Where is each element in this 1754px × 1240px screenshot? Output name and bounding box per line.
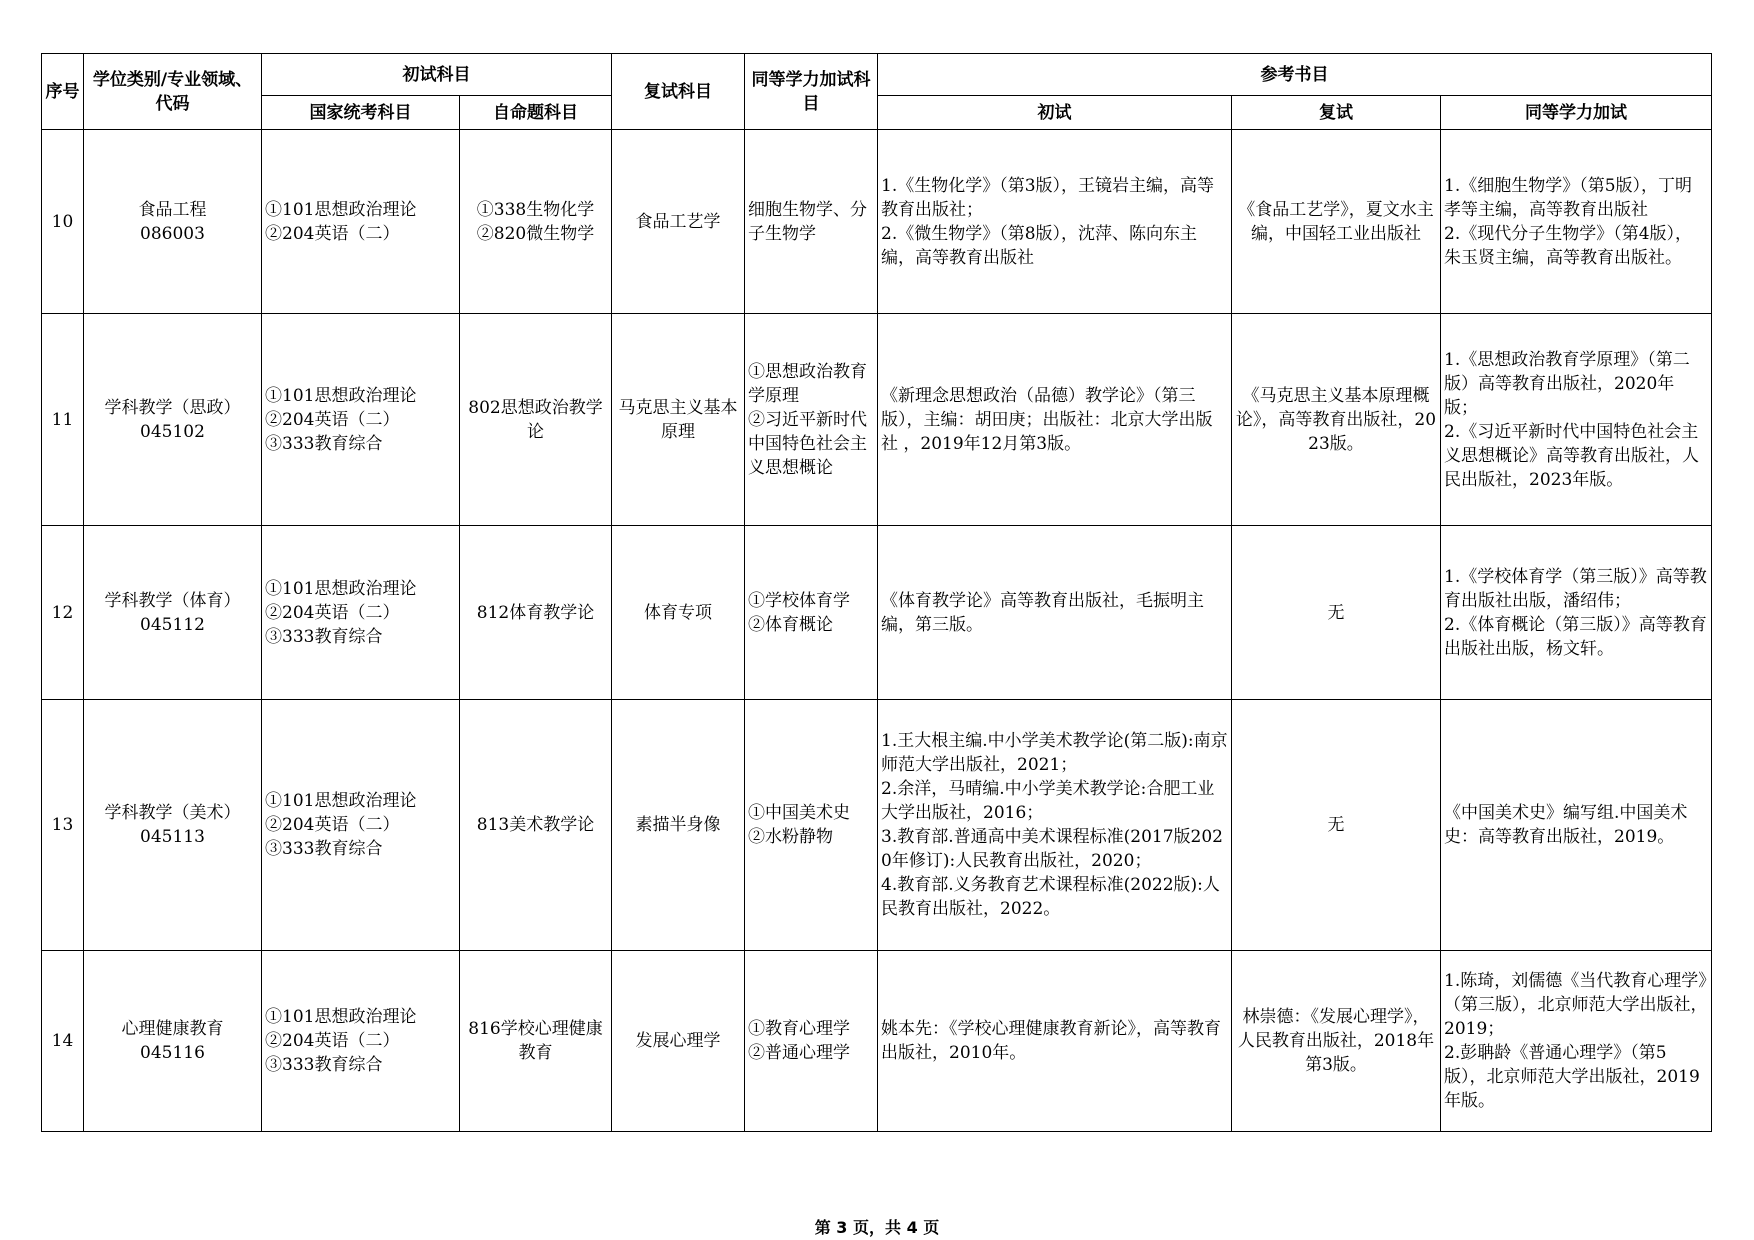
- table-row: [42, 951, 1712, 1132]
- row-equal-extra-line: ②水粉静物: [748, 827, 833, 847]
- row-national-subjects-line: ②204英语（二）: [265, 223, 400, 244]
- header-reference-books: 参考书目: [878, 54, 1712, 96]
- row-major-line: 086003: [140, 223, 205, 244]
- row-national-subjects: [262, 700, 460, 951]
- row-national-subjects-line: ③333教育综合: [265, 1055, 383, 1075]
- row-national-subjects-line: ③333教育综合: [265, 626, 383, 647]
- row-retest: 马克思主义基本原理: [612, 314, 745, 526]
- row-ref-initial-line: 2.《微生物学》（第8版），沈萍、陈向东主编，高等教育出版社: [881, 223, 1198, 268]
- row-self-subjects-line: 813美术教学论: [476, 815, 595, 835]
- header-national-subjects: 国家统考科目: [262, 96, 460, 130]
- row-major-line: 心理健康教育: [121, 1019, 224, 1039]
- row-national-subjects-line: ①101思想政治理论: [265, 385, 417, 406]
- row-seq: 14: [42, 951, 84, 1132]
- row-major-line: 045112: [140, 614, 205, 635]
- row-ref-equal: 《中国美术史》编写组.中国美术史：高等教育出版社，2019。: [1441, 700, 1712, 951]
- header-initial-exam: 初试科目: [262, 54, 612, 96]
- row-self-subjects: [460, 951, 612, 1132]
- row-self-subjects: [460, 314, 612, 526]
- table-row: [42, 700, 1712, 951]
- header-equal-extra: 同等学力加试科目: [745, 54, 878, 130]
- row-retest: 食品工艺学: [612, 130, 745, 314]
- row-ref-retest: 《马克思主义基本原理概论》，高等教育出版社，2023版。: [1232, 314, 1441, 526]
- row-major-line: 学科教学（思政）: [104, 397, 241, 418]
- row-seq: 12: [42, 526, 84, 700]
- row-national-subjects: [262, 314, 460, 526]
- row-self-subjects: [460, 130, 612, 314]
- row-ref-retest: 林崇德：《发展心理学》，人民教育出版社，2018年第3版。: [1232, 951, 1441, 1132]
- row-ref-equal-line: 2.彭聃龄《普通心理学》（第5版），北京师范大学出版社，2019年版。: [1444, 1043, 1700, 1111]
- row-self-subjects-line: 812体育教学论: [476, 602, 595, 623]
- row-major-line: 学科教学（美术）: [104, 803, 241, 823]
- row-major: [84, 700, 262, 951]
- row-self-subjects-line: 802思想政治教学论: [468, 397, 603, 442]
- header-ref-equal: 同等学力加试: [1441, 96, 1712, 130]
- header-seq: 序号: [42, 54, 84, 130]
- row-ref-equal-line: 1.《思想政治教育学原理》（第二版）高等教育出版社，2020年版；: [1444, 349, 1690, 418]
- row-self-subjects: [460, 700, 612, 951]
- row-equal-extra-line: ②习近平新时代中国特色社会主义思想概论: [748, 409, 867, 478]
- row-ref-equal-line: 2.《现代分子生物学》（第4版），朱玉贤主编，高等教育出版社。: [1444, 223, 1693, 268]
- row-national-subjects-line: ①101思想政治理论: [265, 1007, 417, 1027]
- row-seq: 10: [42, 130, 84, 314]
- row-major-line: 045102: [140, 421, 205, 442]
- row-national-subjects: [262, 526, 460, 700]
- header-ref-retest: 复试: [1232, 96, 1441, 130]
- row-national-subjects-line: ①101思想政治理论: [265, 791, 417, 811]
- row-ref-initial: 《新理念思想政治（品德）教学论》（第三版），主编：胡田庚；出版社：北京大学出版社 ，2019年12月第3版。: [878, 314, 1232, 526]
- row-ref-initial-line: 2.余洋，马晴编.中小学美术教学论:合肥工业大学出版社，2016；: [881, 779, 1215, 823]
- row-ref-equal: [1441, 526, 1712, 700]
- row-national-subjects: [262, 951, 460, 1132]
- row-equal-extra: [745, 526, 878, 700]
- row-ref-initial: [878, 700, 1232, 951]
- row-self-subjects-line: 816学校心理健康教育: [468, 1019, 603, 1063]
- row-major-line: 045113: [140, 827, 205, 847]
- row-ref-initial: [878, 130, 1232, 314]
- row-ref-equal: [1441, 130, 1712, 314]
- row-major: [84, 130, 262, 314]
- table-row: [42, 314, 1712, 526]
- row-retest: 体育专项: [612, 526, 745, 700]
- row-ref-retest: 无: [1232, 526, 1441, 700]
- row-ref-equal-line: 1.陈琦，刘儒德《当代教育心理学》（第三版），北京师范大学出版社，2019；: [1444, 971, 1708, 1039]
- row-equal-extra: [745, 314, 878, 526]
- row-retest: 发展心理学: [612, 951, 745, 1132]
- row-national-subjects-line: ②204英语（二）: [265, 409, 400, 430]
- row-equal-extra: [745, 951, 878, 1132]
- row-national-subjects: [262, 130, 460, 314]
- table-body: [42, 130, 1712, 1132]
- row-major-line: 学科教学（体育）: [104, 590, 241, 611]
- admission-subjects-table: [41, 53, 1712, 1132]
- row-major: [84, 314, 262, 526]
- row-ref-initial-line: 4.教育部.义务教育艺术课程标准(2022版):人民教育出版社，2022。: [881, 875, 1220, 919]
- row-seq: 13: [42, 700, 84, 951]
- row-seq: 11: [42, 314, 84, 526]
- row-national-subjects-line: ①101思想政治理论: [265, 578, 417, 599]
- row-national-subjects-line: ②204英语（二）: [265, 602, 400, 623]
- table-row: [42, 130, 1712, 314]
- row-self-subjects-line: ②820微生物学: [476, 223, 595, 244]
- row-ref-initial: 《体育教学论》高等教育出版社，毛振明主编，第三版。: [878, 526, 1232, 700]
- row-equal-extra-line: ①学校体育学: [748, 590, 850, 611]
- table-row: [42, 526, 1712, 700]
- row-equal-extra: [745, 700, 878, 951]
- row-ref-equal-line: 2.《习近平新时代中国特色社会主义思想概论》高等教育出版社，人民出版社，2023年版。: [1444, 421, 1699, 490]
- row-equal-extra-line: ①思想政治教育学原理: [748, 361, 867, 406]
- row-equal-extra-line: ①中国美术史: [748, 803, 850, 823]
- row-ref-equal: [1441, 314, 1712, 526]
- row-major: [84, 951, 262, 1132]
- row-ref-equal: [1441, 951, 1712, 1132]
- row-ref-initial-line: 1.王大根主编.中小学美术教学论(第二版):南京师范大学出版社，2021；: [881, 731, 1228, 775]
- row-equal-extra-line: ②普通心理学: [748, 1043, 850, 1063]
- row-ref-initial: 姚本先：《学校心理健康教育新论》，高等教育出版社，2010年。: [878, 951, 1232, 1132]
- row-ref-initial-line: 1.《生物化学》（第3版），王镜岩主编，高等教育出版社；: [881, 175, 1215, 220]
- row-major: [84, 526, 262, 700]
- row-ref-equal-line: 2.《体育概论（第三版）》高等教育出版社出版，杨文轩。: [1444, 614, 1707, 659]
- row-national-subjects-line: ③333教育综合: [265, 839, 383, 859]
- row-national-subjects-line: ②204英语（二）: [265, 815, 400, 835]
- header-self-subjects: 自命题科目: [460, 96, 612, 130]
- header-retest: 复试科目: [612, 54, 745, 130]
- row-equal-extra-line: ①教育心理学: [748, 1019, 850, 1039]
- row-equal-extra-line: ②体育概论: [748, 614, 833, 635]
- row-self-subjects: [460, 526, 612, 700]
- header-ref-initial: 初试: [878, 96, 1232, 130]
- row-major-line: 045116: [140, 1043, 205, 1063]
- row-ref-retest: 无: [1232, 700, 1441, 951]
- row-ref-retest: 《食品工艺学》，夏文水主编，中国轻工业出版社: [1232, 130, 1441, 314]
- row-national-subjects-line: ①101思想政治理论: [265, 199, 417, 220]
- header-major: 学位类别/专业领域、代码: [84, 54, 262, 130]
- row-major-line: 食品工程: [138, 199, 207, 220]
- row-national-subjects-line: ③333教育综合: [265, 433, 383, 454]
- row-self-subjects-line: ①338生物化学: [476, 199, 595, 220]
- page-footer: 第 3 页，共 4 页: [814, 1218, 940, 1237]
- row-equal-extra: 细胞生物学、分子生物学: [745, 130, 878, 314]
- row-ref-equal-line: 1.《细胞生物学》（第5版），丁明孝等主编，高等教育出版社: [1444, 175, 1693, 220]
- row-retest: 素描半身像: [612, 700, 745, 951]
- row-ref-initial-line: 3.教育部.普通高中美术课程标准(2017版2020年修订):人民教育出版社，2020；: [881, 827, 1223, 871]
- row-ref-equal-line: 1.《学校体育学（第三版）》高等教育出版社出版，潘绍伟；: [1444, 566, 1707, 611]
- row-national-subjects-line: ②204英语（二）: [265, 1031, 400, 1051]
